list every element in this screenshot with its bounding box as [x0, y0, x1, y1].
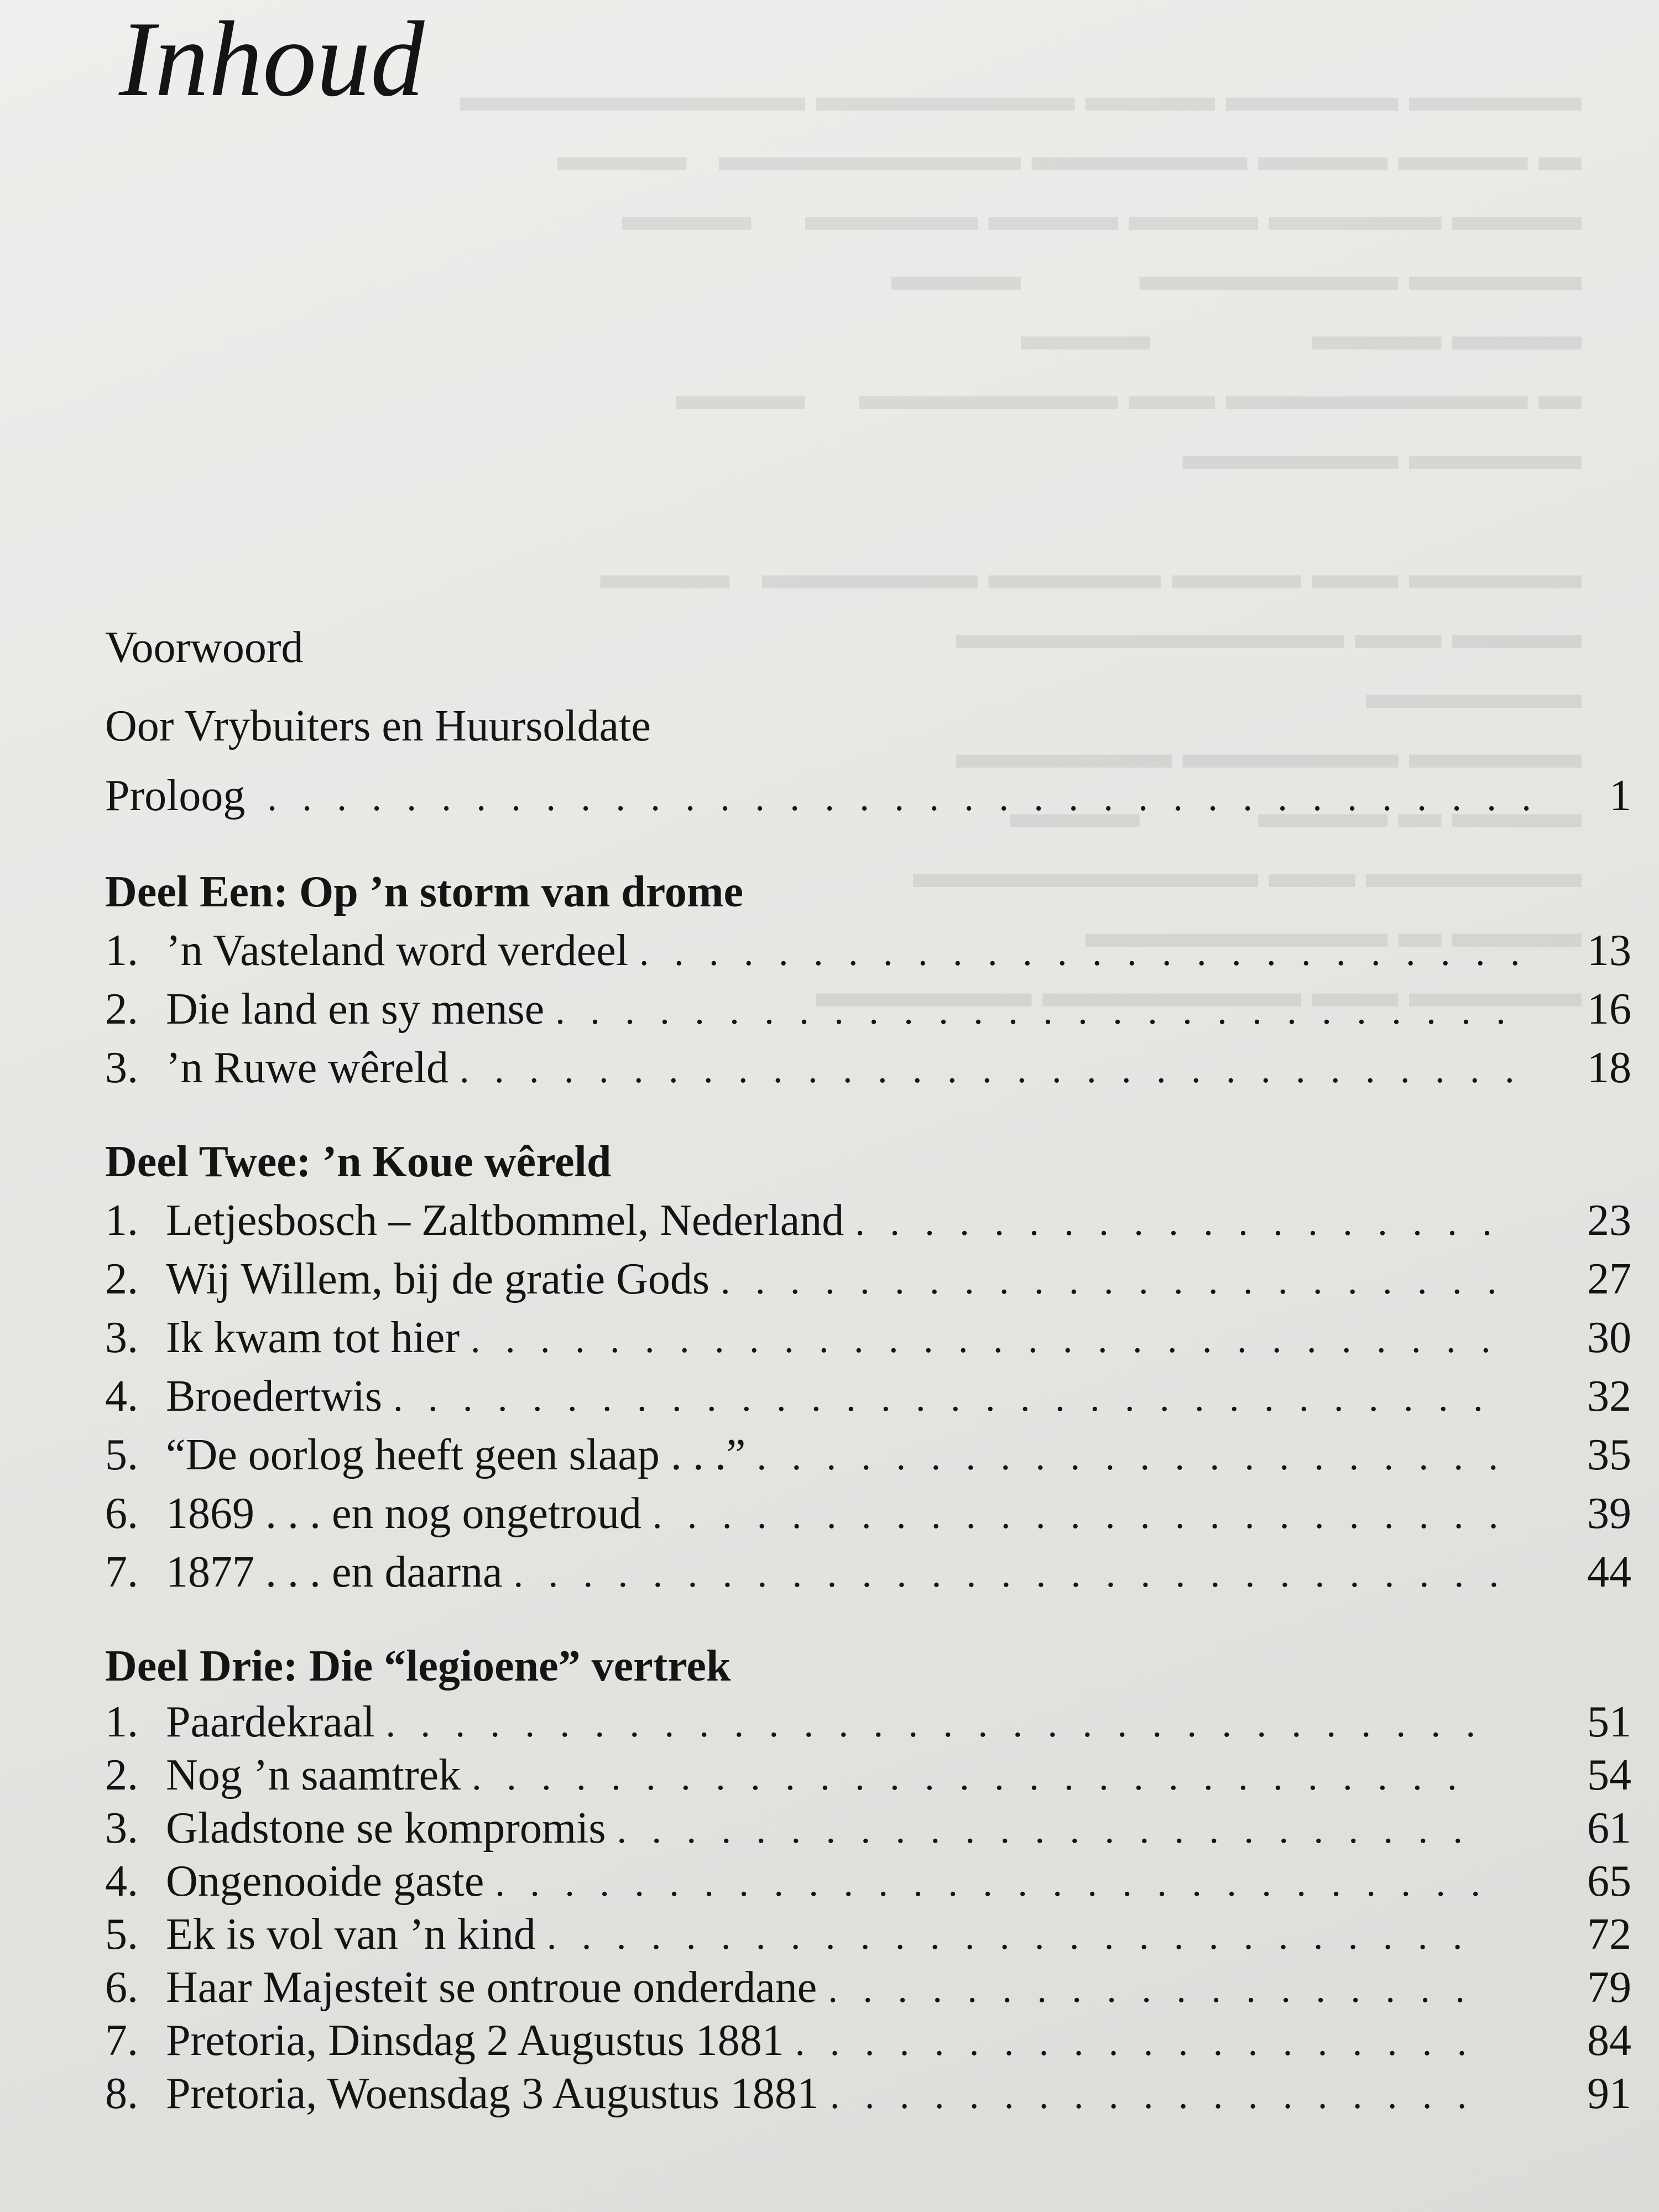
entry-number: 3.: [105, 1044, 138, 1092]
toc-entry[interactable]: [105, 1544, 1631, 1603]
entry-number: 6.: [105, 1489, 138, 1538]
entry-number: 4.: [105, 1372, 138, 1421]
entry-number: 2.: [105, 985, 138, 1034]
page-number: 35: [1587, 1431, 1631, 1479]
entry-label: Nog ’n saamtrek: [166, 1751, 461, 1799]
dot-leader: [472, 1752, 1482, 1803]
entry-number: 1.: [105, 1196, 138, 1245]
entry-label: Haar Majesteit se ontroue onderdane: [166, 1963, 817, 2012]
toc-entry[interactable]: [105, 1909, 1631, 1962]
toc-entry[interactable]: [105, 1192, 1631, 1251]
front-matter: [105, 608, 1631, 828]
page-number: 39: [1587, 1489, 1631, 1538]
toc-entry[interactable]: [105, 1962, 1631, 2015]
dot-leader: [393, 1370, 1510, 1427]
entry-number: 1.: [105, 1698, 138, 1746]
page-number: 79: [1587, 1963, 1631, 2012]
toc-entry[interactable]: [105, 1803, 1631, 1856]
entry-label: Letjesbosch – Zaltbommel, Nederland: [166, 1196, 844, 1245]
dot-leader: [267, 768, 1543, 828]
page-number: 54: [1587, 1751, 1631, 1799]
page-number: 65: [1587, 1857, 1631, 1906]
dot-leader: [653, 1488, 1510, 1544]
entry-label: Ongenooide gaste: [166, 1857, 484, 1906]
table-of-contents: [105, 608, 1631, 2121]
page-number: 18: [1587, 1044, 1631, 1092]
entry-label: Ik kwam tot hier: [166, 1313, 460, 1362]
dot-leader: [495, 1858, 1482, 1909]
toc-entry[interactable]: [105, 922, 1631, 981]
entry-number: 2.: [105, 1751, 138, 1799]
toc-entry[interactable]: [105, 2015, 1631, 2068]
toc-entry[interactable]: [105, 1368, 1631, 1427]
entry-label: “De oorlog heeft geen slaap . . .”: [166, 1431, 746, 1479]
dot-leader: [460, 1042, 1532, 1098]
entry-number: 2.: [105, 1255, 138, 1303]
entry-label: Die land en sy mense: [166, 985, 545, 1034]
entry-label: 1877 . . . en daarna: [166, 1548, 503, 1597]
entry-number: 3.: [105, 1313, 138, 1362]
entry-number: 3.: [105, 1804, 138, 1853]
section-deel-een: [105, 862, 1631, 1098]
entry-label: Paardekraal: [166, 1698, 375, 1746]
page-number: 27: [1587, 1255, 1631, 1303]
dot-leader: [757, 1429, 1510, 1485]
page-number: 61: [1587, 1804, 1631, 1853]
section-heading: Deel Drie: Die “legioene” vertrek: [105, 1642, 731, 1691]
page-number: 13: [1587, 926, 1631, 975]
toc-entry[interactable]: [105, 1040, 1631, 1098]
entry-label: 1869 . . . en nog ongetroud: [166, 1489, 641, 1538]
dot-leader: [855, 1194, 1510, 1251]
page-title: Inhoud: [119, 0, 425, 119]
page-number: 1: [1609, 771, 1631, 820]
page-number: 32: [1587, 1372, 1631, 1421]
entry-number: 1.: [105, 926, 138, 975]
section-heading: Deel Een: Op ’n storm van drome: [105, 868, 743, 916]
toc-entry[interactable]: [105, 981, 1631, 1040]
entry-label: ’n Vasteland word verdeel: [166, 926, 629, 975]
entry-label: Pretoria, Woensdag 3 Augustus 1881: [166, 2069, 819, 2118]
dot-leader: [721, 1253, 1510, 1310]
page-number: 51: [1587, 1698, 1631, 1746]
section-deel-twee: [105, 1131, 1631, 1603]
entry-number: 6.: [105, 1963, 138, 2012]
entry-number: 7.: [105, 2016, 138, 2065]
page-number: 30: [1587, 1313, 1631, 1362]
dot-leader: [514, 1546, 1510, 1603]
front-item-voorwoord[interactable]: Voorwoord: [105, 623, 304, 672]
entry-number: 5.: [105, 1431, 138, 1479]
toc-entry[interactable]: [105, 2068, 1631, 2121]
page-number: 84: [1587, 2016, 1631, 2065]
page-number: 91: [1587, 2069, 1631, 2118]
page-number: 44: [1587, 1548, 1631, 1597]
page-number: 23: [1587, 1196, 1631, 1245]
section-heading: Deel Twee: ’n Koue wêreld: [105, 1138, 612, 1186]
entry-number: 8.: [105, 2069, 138, 2118]
entry-label: Broedertwis: [166, 1372, 383, 1421]
front-item-proloog[interactable]: [105, 765, 1631, 828]
entry-label: Ek is vol van ’n kind: [166, 1910, 536, 1959]
dot-leader: [471, 1312, 1510, 1368]
toc-entry[interactable]: [105, 1750, 1631, 1803]
page-number: 16: [1587, 985, 1631, 1034]
proloog-label: Proloog: [105, 771, 246, 820]
entry-number: 5.: [105, 1910, 138, 1959]
dot-leader: [617, 1805, 1482, 1856]
entry-number: 4.: [105, 1857, 138, 1906]
show-through-texture: ▬▬▬▬ ▬▬▬▬ ▬▬▬ ▬▬▬▬▬▬ ▬▬▬▬▬▬▬▬ ▬ ▬▬▬ ▬▬▬ ▬▬▬▬▬ ▬▬▬▬▬▬▬ ▬▬▬ ▬▬▬ ▬▬▬▬ ▬▬▬ ▬▬▬ ▬▬▬▬ ▬▬▬ ▬▬▬▬ ▬▬▬▬▬▬ ▬▬▬ ▬▬▬ ▬▬▬ ▬▬▬ ▬ ▬▬▬▬▬▬▬ ▬▬ ▬▬▬▬▬▬ ▬▬▬ ▬▬▬▬ ▬▬▬▬▬ ▬▬▬▬ ▬▬ ▬▬▬ ▬▬▬▬ ▬▬▬▬▬ ▬▬▬ ▬▬▬ ▬▬ ▬▬▬▬▬▬▬▬▬ ▬▬▬▬▬ ▬▬▬▬ ▬▬▬▬▬ ▬▬▬▬▬ ▬▬▬ ▬ ▬▬▬ ▬▬▬ ▬▬▬▬▬ ▬▬ ▬▬▬▬▬▬▬▬ ▬▬▬ ▬ ▬▬▬▬▬▬▬ ▬▬▬▬ ▬▬ ▬▬▬▬▬▬ ▬▬▬▬▬: [460, 72, 1582, 1016]
entry-label: ’n Ruwe wêreld: [166, 1044, 448, 1092]
dot-leader: [386, 1699, 1482, 1750]
entry-number: 7.: [105, 1548, 138, 1597]
dot-leader: [795, 2017, 1482, 2068]
toc-entry[interactable]: [105, 1856, 1631, 1909]
section-deel-drie: [105, 1636, 1631, 2121]
entry-label: Pretoria, Dinsdag 2 Augustus 1881: [166, 2016, 784, 2065]
toc-entry[interactable]: [105, 1485, 1631, 1544]
entry-label: Wij Willem, bij de gratie Gods: [166, 1255, 710, 1303]
page-number: 72: [1587, 1910, 1631, 1959]
toc-entry[interactable]: [105, 1697, 1631, 1750]
entry-label: Gladstone se kompromis: [166, 1804, 606, 1853]
dot-leader: [830, 2070, 1482, 2121]
front-item-oor[interactable]: Oor Vrybuiters en Huursoldate: [105, 702, 651, 750]
toc-entry[interactable]: [105, 1427, 1631, 1485]
toc-entry[interactable]: [105, 1251, 1631, 1310]
dot-leader: [639, 925, 1532, 981]
dot-leader: [828, 1964, 1482, 2015]
toc-entry[interactable]: [105, 1310, 1631, 1368]
dot-leader: [555, 983, 1532, 1040]
dot-leader: [547, 1911, 1482, 1962]
